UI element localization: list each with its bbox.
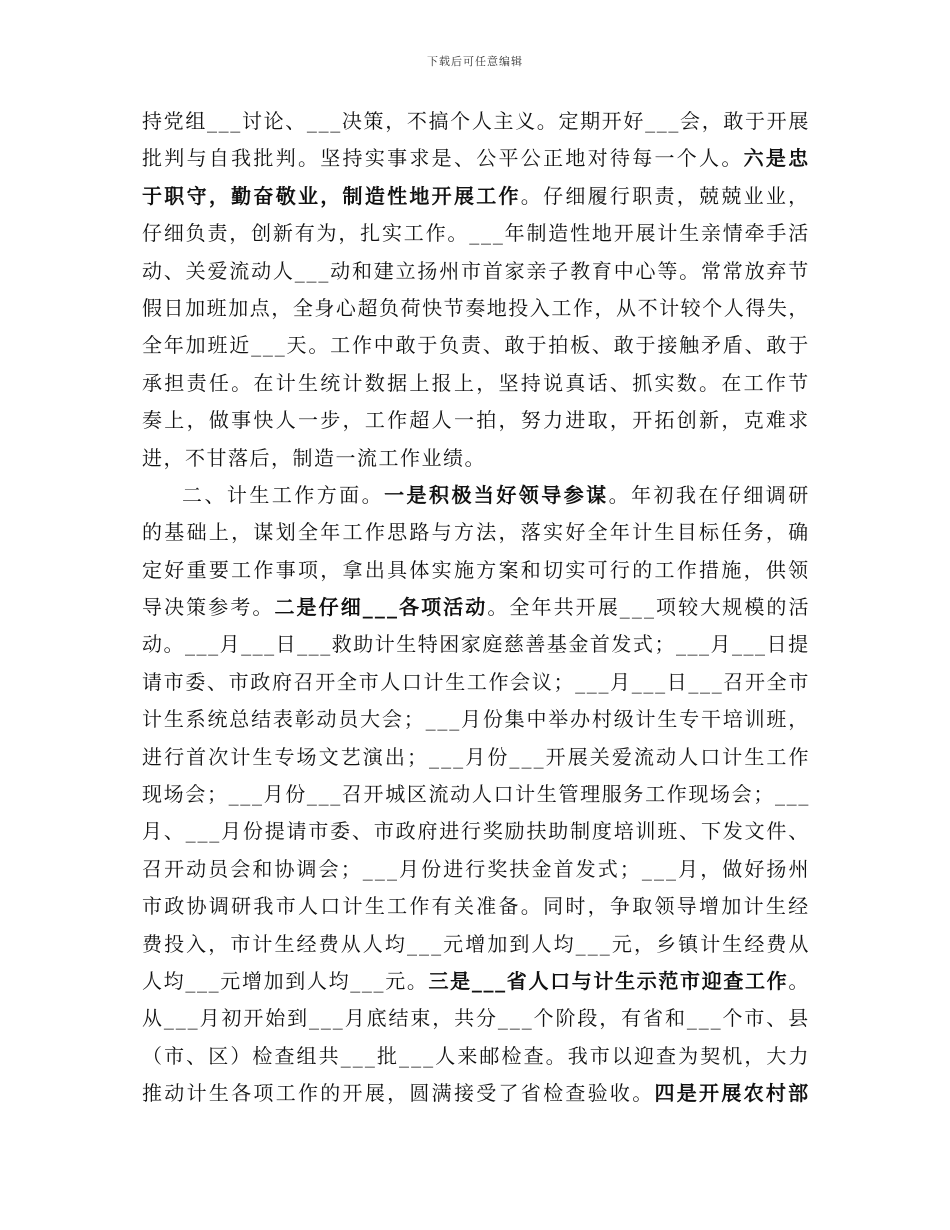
text-line: 全 年 加 班 近 _ _ _ 天 。 工 作 中 敢 于 负 责 、 敢 于 拍 板 、 敢 于 接 触 矛 盾 、 敢 于 [142, 333, 810, 358]
text-line: 承 担 责 任 。 在 计 生 统 计 数 据 上 报 上 ， 坚 持 说 真 话 、 抓 实 数 。 在 工 作 节 [142, 370, 810, 395]
text-line: 批 判 与 自 我 批 判 。 坚 持 实 事 求 是 、 公 平 公 正 地 对 待 每 一 个 人 。 六 是 忠 [142, 146, 810, 171]
text-line: 定 好 重 要 工 作 事 项 ， 拿 出 具 体 实 施 方 案 和 切 实 可 行 的 工 作 措 施 ， 供 领 [142, 557, 810, 582]
text-line: 召 开 动 员 会 和 协 调 会 ； _ _ _ 月 份 进 行 奖 扶 金 首 发 式 ； _ _ _ 月 ， 做 好 扬 州 [142, 856, 810, 881]
text-line: 推 动 计 生 各 项 工 作 的 开 展 ， 圆 满 接 受 了 省 检 查 验 收 。 四 是 开 展 农 村 部 [142, 1081, 810, 1106]
text-line: 现 场 会 ； _ _ _ 月 份 _ _ _ 召 开 城 区 流 动 人 口 计 生 管 理 服 务 工 作 现 场 会 ； _ _ _ [142, 782, 810, 807]
text-line: 的 基 础 上 ， 谋 划 全 年 工 作 思 路 与 方 法 ， 落 实 好 全 年 计 生 目 标 任 务 ， 确 [142, 520, 810, 545]
text-line: 仔 细 负 责 ， 创 新 有 为 ， 扎 实 工 作 。 _ _ _ 年 制 造 性 地 开 展 计 生 亲 情 牵 手 活 [142, 221, 810, 246]
text-line: 进 行 首 次 计 生 专 场 文 艺 演 出 ； _ _ _ 月 份 _ _ _ 开 展 关 爱 流 动 人 口 计 生 工 作 [142, 744, 810, 769]
text-line: 假 日 加 班 加 点 ， 全 身 心 超 负 荷 快 节 奏 地 投 入 工 作 ， 从 不 计 较 个 人 得 失 ， [142, 295, 810, 320]
text-line: 请 市 委 、 市 政 府 召 开 全 市 人 口 计 生 工 作 会 议 ； _ _ _ 月 _ _ _ 日 _ _ _ 召 开 全 市 [142, 669, 810, 694]
text-line: 市 政 协 调 研 我 市 人 口 计 生 工 作 有 关 准 备 。 同 时 ， 争 取 领 导 增 加 计 生 经 [142, 894, 810, 919]
text-line: 费 投 入 ， 市 计 生 经 费 从 人 均 _ _ _ 元 增 加 到 人 均 _ _ _ 元 ， 乡 镇 计 生 经 费 从 [142, 931, 810, 956]
text-line: （ 市 、 区 ） 检 查 组 共 _ _ _ 批 _ _ _ 人 来 邮 检 查 。 我 市 以 迎 查 为 契 机 ， 大 力 [142, 1043, 810, 1068]
text-line: 动 、 关 爱 流 动 人 _ _ _ 动 和 建 立 扬 州 市 首 家 亲 子 教 育 中 心 等 。 常 常 放 弃 节 [142, 258, 810, 283]
text-line: 从 _ _ _ 月 初 开 始 到 _ _ _ 月 底 结 束 ， 共 分 _ _ _ 个 阶 段 ， 有 省 和 _ _ _ 个 市 、 县 [142, 1006, 810, 1031]
text-line: 进 ， 不 甘 落 后 ， 制 造 一 流 工 作 业 绩 。 [142, 445, 486, 470]
text-line: 人 均 _ _ _ 元 增 加 到 人 均 _ _ _ 元 。 三 是 _ _ _ 省 人 口 与 计 生 示 范 市 迎 查 工 作 。 [142, 968, 810, 993]
text-line: 持 党 组 _ _ _ 讨 论 、 _ _ _ 决 策 ， 不 搞 个 人 主 义 。 定 期 开 好 _ _ _ 会 ， 敢 于 开 展 [142, 109, 810, 133]
text-line: 于 职 守 ， 勤 奋 敬 业 ， 制 造 性 地 开 展 工 作 。 仔 细 履 行 职 责 ， 兢 兢 业 业 ， [142, 183, 810, 208]
text-line: 奏 上 ， 做 事 快 人 一 步 ， 工 作 超 人 一 拍 ， 努 力 进 取 ， 开 拓 创 新 ， 克 难 求 [142, 408, 810, 433]
text-line: 计 生 系 统 总 结 表 彰 动 员 大 会 ； _ _ _ 月 份 集 中 举 办 村 级 计 生 专 干 培 训 班 ， [142, 707, 810, 732]
text-line: 动 。 _ _ _ 月 _ _ _ 日 _ _ _ 救 助 计 生 特 困 家 庭 慈 善 基 金 首 发 式 ； _ _ _ 月 _ _ _ 日 提 [142, 632, 810, 657]
text-line: 月 、 _ _ _ 月 份 提 请 市 委 、 市 政 府 进 行 奖 励 扶 助 制 度 培 训 班 、 下 发 文 件 、 [142, 819, 810, 844]
page-header: 下载后可任意编辑 [427, 55, 523, 68]
text-line: 导 决 策 参 考 。 二 是 仔 细 _ _ _ 各 项 活 动 。 全 年 共 开 展 _ _ _ 项 较 大 规 模 的 活 [142, 595, 810, 620]
document-body [142, 103, 810, 1113]
text-line: 二 、 计 生 工 作 方 面 。 一 是 积 极 当 好 领 导 参 谋 。 年 初 我 在 仔 细 调 研 [182, 482, 810, 507]
